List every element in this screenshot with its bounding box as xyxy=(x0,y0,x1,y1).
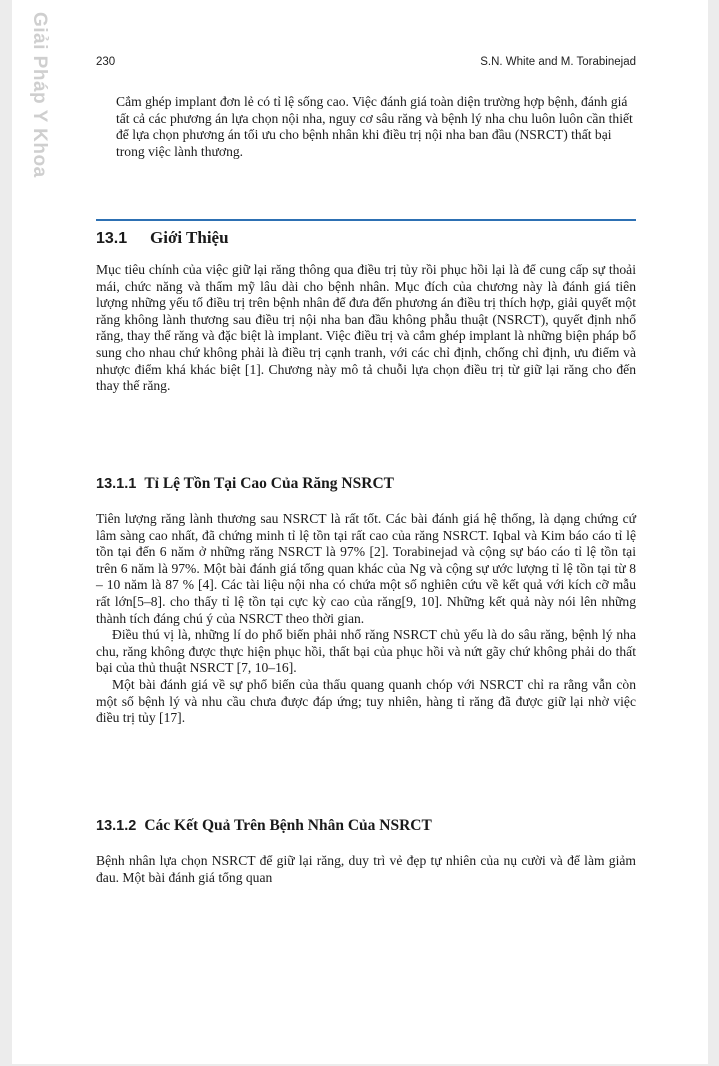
section-title: Tỉ Lệ Tồn Tại Cao Của Răng NSRCT xyxy=(144,475,394,492)
page-number: 230 xyxy=(96,56,116,68)
section-number: 13.1.1 xyxy=(96,476,137,492)
watermark: Giải Pháp Y Khoa xyxy=(29,12,50,178)
section-heading-13-1-2 xyxy=(96,817,432,835)
paragraph: Tiên lượng răng lành thương sau NSRCT là rất tốt. Các bài đánh giá hệ thống, là dạng chứng cứ lâm sàng cao nhất, đã chứng minh tỉ lệ tồn tại rất cao của răng NSRCT. Iqbal và Kim báo cáo tỉ lệ tồn tại đến 6 năm ở những răng NSRCT là 97% [2]. Torabinejad và cộng sự báo cáo tỉ lệ tồn tại trên 6 năm là 97%. Một bài đánh giá tổng quan khác của Ng và cộng sự ước lượng tỉ lệ tồn tại từ 8 – 10 năm là 87 % [4]. Các tài liệu nội nha có chứa một số nghiên cứu về kết quả với kích cỡ mẫu rất lớn[5–8]. cho thấy tỉ lệ tồn tại cực kỳ cao của răng[9, 10]. Những kết quả này nói lên những thành tích đáng chú ý của NSRCT theo thời gian. xyxy=(96,511,636,626)
header-authors: S.N. White and M. Torabinejad xyxy=(480,56,636,68)
section-title: Giới Thiệu xyxy=(150,228,229,247)
paragraph: Một bài đánh giá về sự phổ biến của thấu quang quanh chóp với NSRCT chỉ ra rằng vẫn còn một số bệnh lý và nhu cầu chưa được đáp ứng; tuy nhiên, hàng tỉ răng đã được giữ lại nhờ việc điều trị tủy [17]. xyxy=(96,676,636,726)
section-13-1-1-body xyxy=(96,511,636,727)
section-number: 13.1 xyxy=(96,230,128,247)
paragraph: Bệnh nhân lựa chọn NSRCT để giữ lại răng, duy trì vẻ đẹp tự nhiên của nụ cười và để làm giảm đau. Một bài đánh giá tổng quan xyxy=(96,853,636,885)
paragraph: Mục tiêu chính của việc giữ lại răng thông qua điều trị tủy rồi phục hồi lại là để cung cấp sự thoải mái, chức năng và thẩm mỹ lâu dài cho bệnh nhân. Mục đích của chương này là đánh giá tiên lượng những yếu tố điều trị trên bệnh nhân để đưa đến phương án điều trị thích hợp, giải quyết một răng không lành thương sau điều trị nội nha ban đầu không phẫu thuật (NSRCT), quyết định nhổ răng, thay thế răng và đặc biệt là implant. Việc điều trị và cắm ghép implant là những biện pháp bổ sung cho nhau chứ không phải là điều trị cạnh tranh, với các chỉ định, chống chỉ định, ưu điểm và nhược điểm khá khác biệt [1]. Chương này mô tả chuỗi lựa chọn điều trị từ giữ lại răng cho đến thay thế răng. xyxy=(96,262,636,394)
section-number: 13.1.2 xyxy=(96,818,137,834)
paragraph: Điều thú vị là, những lí do phổ biến phải nhổ răng NSRCT chủ yếu là do sâu răng, bệnh lý nha chu, răng không được thực hiện phục hồi, thất bại của phục hồi và nứt gãy chứ không phải do thất bại của thủ thuật NSRCT [7, 10–16]. xyxy=(96,627,636,676)
section-13-1-2-body xyxy=(96,853,636,886)
section-title: Các Kết Quả Trên Bệnh Nhân Của NSRCT xyxy=(144,817,432,834)
section-heading-13-1-1 xyxy=(96,475,394,493)
section-heading-13-1 xyxy=(96,228,229,248)
running-header xyxy=(96,56,636,68)
section-divider xyxy=(96,219,636,221)
book-page xyxy=(12,0,708,1064)
section-13-1-body xyxy=(96,262,636,395)
chapter-abstract: Cắm ghép implant đơn lẻ có tỉ lệ sống cao. Việc đánh giá toàn diện trường hợp bệnh, đánh giá tất cả các phương án lựa chọn nội nha, nguy cơ sâu răng và bệnh lý nha chu luôn luôn cần thiết để lựa chọn phương án tối ưu cho bệnh nhân khi điều trị nội nha ban đầu (NSRCT) thất bại trong việc lành thương. xyxy=(116,94,633,159)
